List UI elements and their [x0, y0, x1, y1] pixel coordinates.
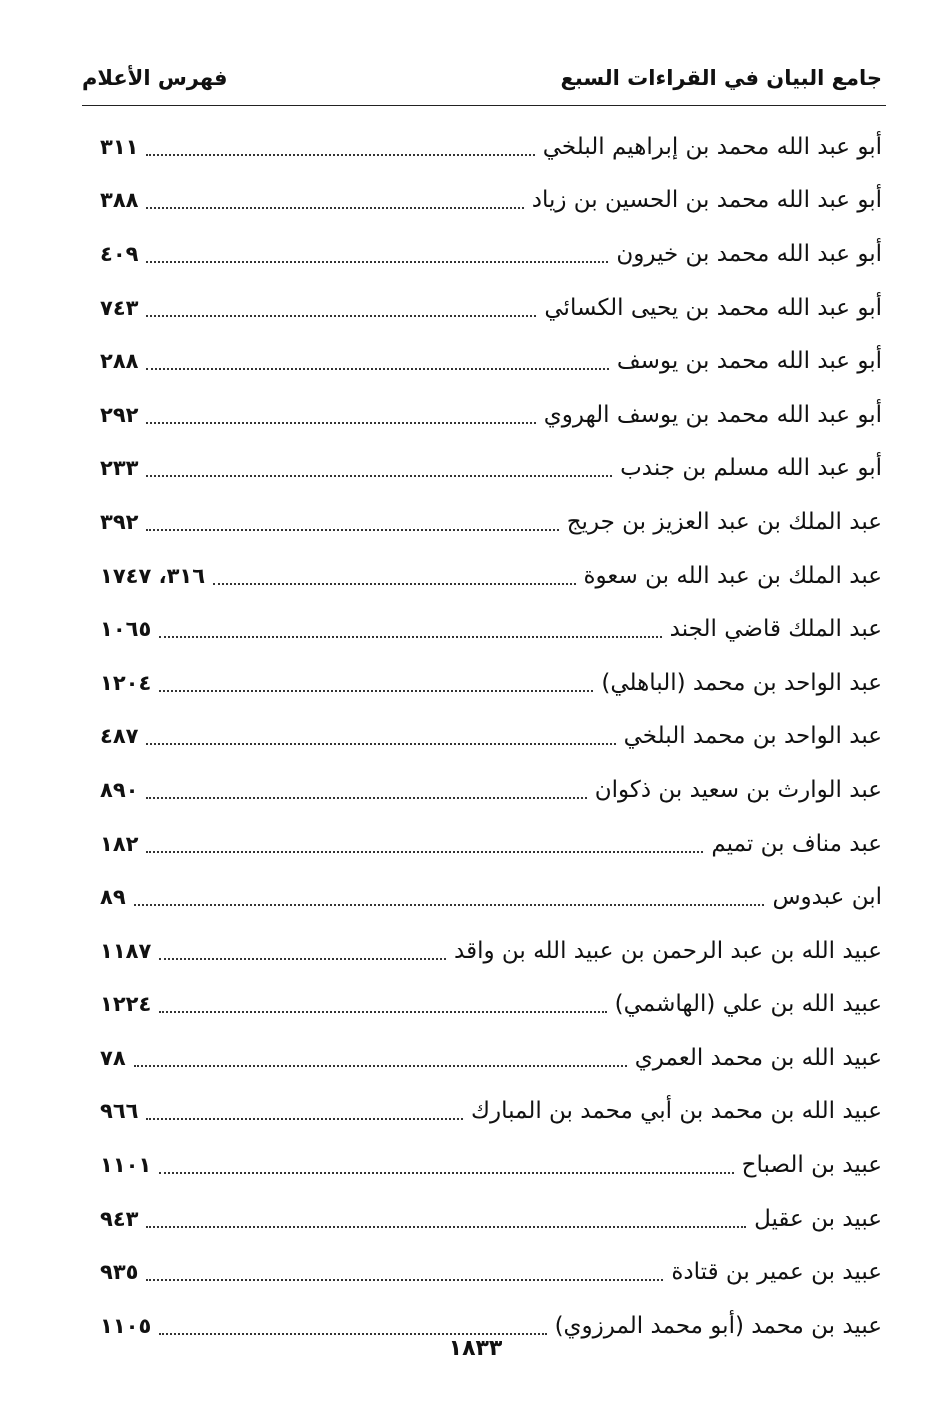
entry-name: عبد الملك قاضي الجند [669, 616, 882, 643]
entry-name: ابن عبدوس [772, 884, 882, 911]
dot-leader [146, 851, 703, 853]
dot-leader [146, 368, 608, 370]
dot-leader [146, 743, 615, 745]
entry-name: أبو عبد الله محمد بن خيرون [616, 240, 882, 267]
entry-pages: ٣١٦، ١٧٤٧ [100, 563, 206, 588]
entry-pages: ٢٣٣ [100, 456, 139, 481]
index-entry [100, 174, 882, 228]
entry-pages: ٣٩٢ [100, 509, 139, 534]
entry-pages: ٧٤٣ [100, 295, 139, 320]
index-entry [100, 1031, 882, 1085]
dot-leader [146, 315, 536, 317]
dot-leader [146, 1279, 663, 1281]
entry-pages: ١٨٢ [100, 831, 139, 856]
entry-name: عبد الملك بن عبد الله بن سعوة [583, 562, 882, 589]
index-entry [100, 281, 882, 335]
index-entry [100, 442, 882, 496]
dot-leader [159, 1011, 606, 1013]
index-entry [100, 870, 882, 924]
entry-name: عبيد بن الصباح [741, 1152, 882, 1179]
dot-leader [159, 636, 661, 638]
index-entry [100, 710, 882, 764]
entry-name: أبو عبد الله محمد بن إبراهيم البلخي [542, 133, 882, 160]
entry-pages: ١٢٠٤ [100, 670, 152, 695]
index-entry [100, 388, 882, 442]
entry-pages: ٩٤٣ [100, 1206, 139, 1231]
entry-name: أبو عبد الله محمد بن يحيى الكسائي [544, 294, 882, 321]
entry-pages: ٤٨٧ [100, 724, 139, 749]
dot-leader [146, 422, 535, 424]
entry-name: أبو عبد الله محمد بن يوسف [616, 348, 882, 375]
dot-leader [146, 154, 534, 156]
page-number: ١٨٣٣ [448, 1336, 503, 1361]
book-title: جامع البيان في القراءات السبع [560, 66, 882, 90]
entry-pages: ٨٩ [100, 885, 126, 910]
index-entry [100, 1192, 882, 1246]
entry-name: عبد الواحد بن محمد (الباهلي) [601, 669, 882, 696]
index-entry [100, 1085, 882, 1139]
index-entry [100, 1138, 882, 1192]
dot-leader [146, 207, 523, 209]
dot-leader [146, 529, 558, 531]
dot-leader [159, 690, 593, 692]
index-entry [100, 978, 882, 1032]
index-entry [100, 1245, 882, 1299]
entry-pages: ١٢٢٤ [100, 992, 152, 1017]
header-divider [82, 105, 886, 106]
index-entry [100, 549, 882, 603]
entry-pages: ٤٠٩ [100, 241, 139, 266]
section-title: فهرس الأعلام [82, 66, 228, 90]
index-entries [100, 120, 882, 1353]
entry-pages: ٣١١ [100, 134, 139, 159]
entry-name: عبيد الله بن علي (الهاشمي) [614, 991, 882, 1018]
entry-pages: ١٠٦٥ [100, 617, 152, 642]
entry-name: عبد مناف بن تميم [711, 830, 882, 857]
index-entry [100, 334, 882, 388]
entry-name: أبو عبد الله مسلم بن جندب [620, 455, 882, 482]
dot-leader [146, 1226, 746, 1228]
entry-name: عبد الملك بن عبد العزيز بن جريج [566, 508, 882, 535]
entry-name: عبيد الله بن محمد بن أبي محمد بن المبارك [471, 1098, 882, 1125]
entry-pages: ٢٨٨ [100, 349, 139, 374]
dot-leader [159, 958, 446, 960]
entry-name: عبيد بن محمد (أبو محمد المرزوي) [554, 1312, 882, 1339]
entry-name: أبو عبد الله محمد بن يوسف الهروي [543, 401, 882, 428]
index-entry [100, 763, 882, 817]
dot-leader [146, 797, 586, 799]
entry-pages: ١١٠٥ [100, 1313, 152, 1338]
entry-name: عبد الواحد بن محمد البلخي [623, 723, 882, 750]
index-entry [100, 495, 882, 549]
index-entry [100, 924, 882, 978]
entry-pages: ١١٨٧ [100, 938, 152, 963]
entry-name: عبيد الله بن عبد الرحمن بن عبيد الله بن واقد [454, 937, 882, 964]
entry-pages: ٨٩٠ [100, 777, 139, 802]
index-entry [100, 817, 882, 871]
entry-pages: ٩٦٦ [100, 1099, 139, 1124]
entry-pages: ١١٠١ [100, 1153, 152, 1178]
dot-leader [134, 904, 765, 906]
index-entry [100, 120, 882, 174]
running-header [82, 66, 882, 110]
entry-pages: ٩٣٥ [100, 1260, 139, 1285]
dot-leader [159, 1172, 733, 1174]
dot-leader [146, 261, 608, 263]
entry-name: أبو عبد الله محمد بن الحسين بن زياد [531, 187, 882, 214]
index-entry [100, 602, 882, 656]
entry-name: عبيد بن عمير بن قتادة [671, 1259, 882, 1286]
entry-pages: ٢٩٢ [100, 402, 139, 427]
dot-leader [146, 1118, 463, 1120]
entry-name: عبيد بن عقيل [754, 1205, 882, 1232]
entry-pages: ٣٨٨ [100, 188, 139, 213]
index-entry [100, 656, 882, 710]
entry-name: عبد الوارث بن سعيد بن ذكوان [594, 776, 882, 803]
dot-leader [159, 1333, 546, 1335]
dot-leader [213, 583, 575, 585]
entry-name: عبيد الله بن محمد العمري [634, 1044, 882, 1071]
entry-pages: ٧٨ [100, 1045, 126, 1070]
dot-leader [134, 1065, 627, 1067]
dot-leader [146, 475, 612, 477]
index-entry [100, 227, 882, 281]
